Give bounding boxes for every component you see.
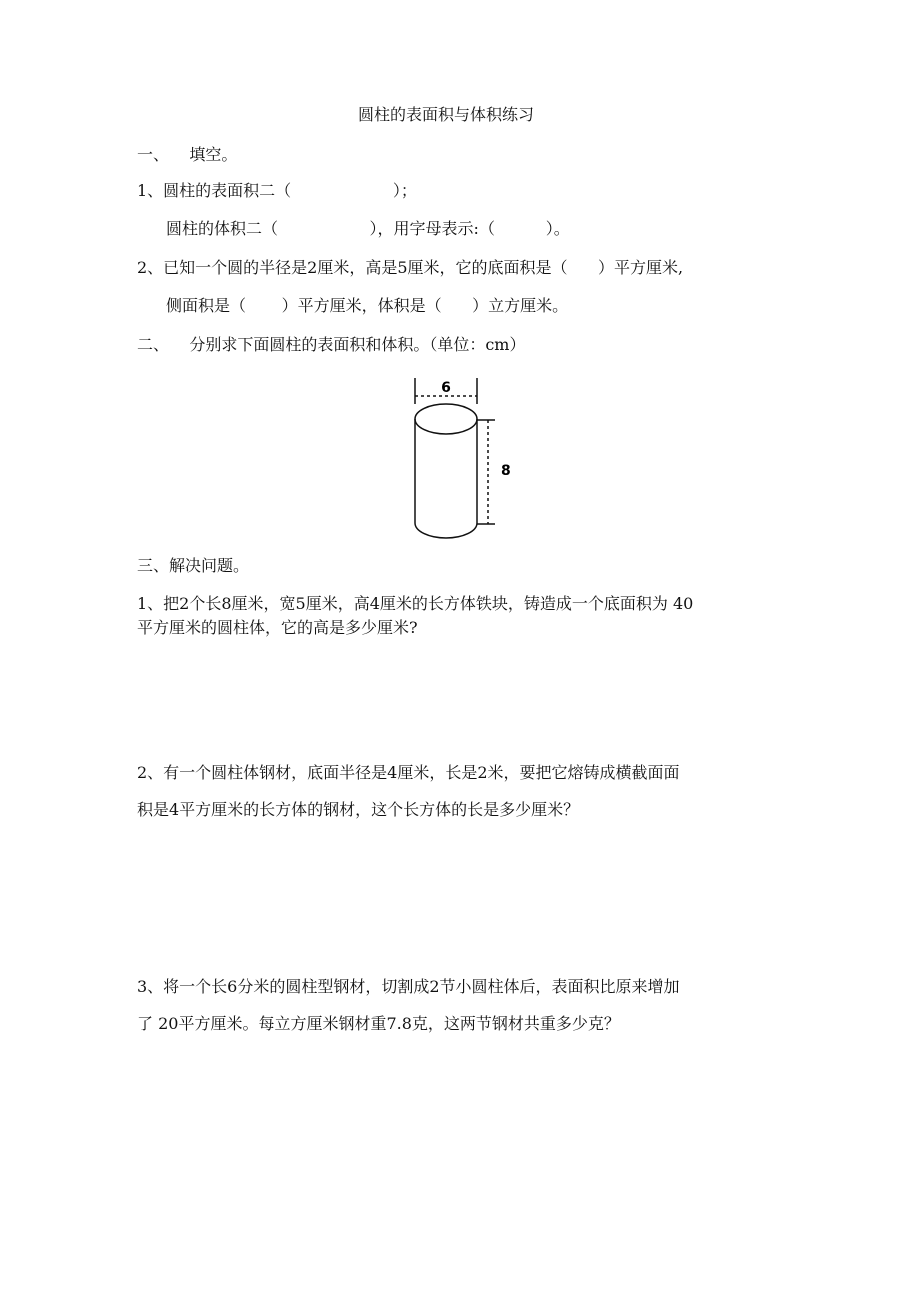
page-title: 圆柱的表面积与体积练习 xyxy=(358,105,535,124)
problem2-line2: 积是4平方厘米的长方体的钢材，这个长方体的长是多少厘米？ xyxy=(137,800,580,819)
question2-line1: 2、已知一个圆的半径是2厘米，高是5厘米，它的底面积是（ ）平方厘米, xyxy=(137,258,684,277)
section2-heading: 二、 分别求下面圆柱的表面积和体积。（单位：cm） xyxy=(137,335,526,354)
question1-line1: 1、圆柱的表面积二（ ）； xyxy=(137,181,417,200)
cylinder-top xyxy=(415,404,477,434)
section3-heading: 三、解决问题。 xyxy=(137,556,250,575)
problem3-line2: 了 20平方厘米。每立方厘米钢材重7.8克，这两节钢材共重多少克？ xyxy=(137,1014,620,1033)
question2-line2: 侧面积是（ ）平方厘米，体积是（ ）立方厘米。 xyxy=(166,296,569,315)
problem3-line1: 3、将一个长6分米的圆柱型钢材，切割成2节小圆柱体后，表面积比原来增加 xyxy=(137,977,680,996)
question1-line2: 圆柱的体积二（ ），用字母表示:（ ）。 xyxy=(166,219,570,238)
diameter-label: 6 xyxy=(441,380,451,396)
height-label: 8 xyxy=(501,463,511,479)
problem1-line2: 平方厘米的圆柱体，它的高是多少厘米? xyxy=(137,618,418,637)
problem2-line1: 2、有一个圆柱体钢材，底面半径是4厘米，长是2米，要把它熔铸成横截面面 xyxy=(137,763,680,782)
cylinder-bottom xyxy=(415,523,477,538)
cylinder-figure xyxy=(405,378,520,546)
section1-heading: 一、 填空。 xyxy=(137,145,238,164)
problem1-line1: 1、把2个长8厘米，宽5厘米，高4厘米的长方体铁块，铸造成一个底面积为 40 xyxy=(137,594,694,613)
